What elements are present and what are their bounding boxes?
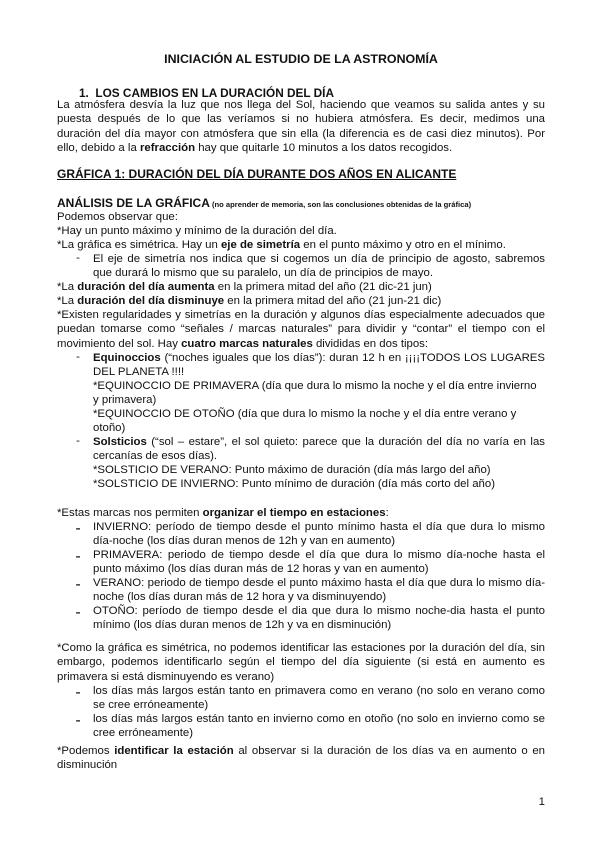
bullet-dash: - — [75, 576, 81, 593]
analysis-heading: ANÁLISIS DE LA GRÁFICA (no aprender de memoria, son las conclusiones obtenidas de la gráfica) — [57, 196, 472, 210]
analysis-line: *La duración del día disminuye en la primera mitad del año (21 jun-21 dic) — [57, 295, 442, 307]
season-spring: PRIMAVERA: periodo de tiempo desde el día que dura lo mismo día-noche hasta el punto máximo (los días duran más de 12 horas y van en aumento) — [93, 549, 545, 576]
final-paragraph: *Podemos identificar la estación al observar si la duración de los días va en aumento o en disminución — [57, 745, 546, 772]
solstice-summer: *SOLSTICIO DE VERANO: Punto máximo de duración (día más largo del año) — [93, 464, 491, 476]
bullet-dash: - — [76, 252, 80, 264]
analysis-line: *La duración del día aumenta en la primera mitad del año (21 dic-21 jun) — [57, 281, 432, 293]
bullet-dash: - — [75, 712, 81, 729]
section-number: 1. — [79, 86, 89, 100]
bullet-dash: - — [75, 604, 81, 621]
document-title: INICIACIÓN AL ESTUDIO DE LA ASTRONOMÍA — [164, 52, 438, 66]
seasons-intro: *Estas marcas nos permiten organizar el tiempo en estaciones: — [57, 507, 389, 519]
season-summer: VERANO: periodo de tiempo desde el punto máximo hasta el día que dura lo mismo día-noche (los días duran más de 12 hora y va disminuyendo) — [93, 577, 545, 604]
equinox-item: Equinoccios (“noches iguales que los días”): duran 12 h en ¡¡¡¡TODOS LOS LUGARES DEL PLANETA !!!! — [93, 352, 545, 379]
symmetry-point: los días más largos están tanto en primavera como en verano (no solo en verano como se cree erróneamente) — [93, 685, 545, 712]
solstice-winter: *SOLSTICIO DE INVIERNO: Punto mínimo de duración (día más corto del año) — [93, 478, 495, 490]
analysis-line: *Hay un punto máximo y mínimo de la duración del día. — [57, 225, 337, 237]
bullet-dash: - — [75, 548, 81, 565]
equinox-autumn: *EQUINOCCIO DE OTOÑO (día que dura lo mismo la noche y el día entre verano y otoño) — [93, 408, 517, 435]
analysis-observe: Podemos observar que: — [57, 211, 178, 223]
bullet-dash: - — [75, 684, 81, 701]
bullet-dash: - — [75, 520, 81, 537]
analysis-subpoint: El eje de simetría nos indica que si cogemos un día de principio de agosto, sabremos que durará lo mismo que su paralelo, un día de principios de mayo. — [93, 253, 545, 280]
page-number: 1 — [538, 796, 545, 808]
equinox-spring: *EQUINOCCIO DE PRIMAVERA (día que dura lo mismo la noche y el día entre invierno y primavera) — [93, 380, 537, 407]
graph-heading: GRÁFICA 1: DURACIÓN DEL DÍA DURANTE DOS AÑOS EN ALICANTE — [57, 167, 457, 181]
symmetry-point: los días más largos están tanto en invierno como en otoño (no solo en invierno como se cree erróneamente) — [93, 713, 545, 740]
season-autumn: OTOÑO: período de tiempo desde el dia que dura lo mismo noche-dia hasta el punto mínimo (los días duran menos de 12h y va en disminución) — [93, 605, 545, 632]
analysis-line: *La gráfica es simétrica. Hay un eje de simetría en el punto máximo y otro en el mínimo. — [57, 239, 506, 251]
section-heading-text: LOS CAMBIOS EN LA DURACIÓN DEL DÍA — [95, 86, 334, 100]
symmetry-paragraph: *Como la gráfica es simétrica, no podemos identificar las estaciones por la duración del día, sin embargo, podemos identificarlo según el tiempo del día siguiente (si está en aumento es primavera si está disminuyendo es verano) — [57, 642, 545, 683]
season-winter: INVIERNO: período de tiempo desde el punto mínimo hasta el día que dura lo mismo día-noche (los días duran menos de 12h y van en aumento) — [93, 521, 545, 548]
analysis-paragraph: *Existen regularidades y simetrías en la duración y algunos días especialmente adecuados que puedan tomarse como “señales / marcas naturales” para dividir y “contar” el tiempo con el movimiento del sol. Hay cuatro marcas naturales divididas en dos tipos: — [57, 309, 545, 350]
bullet-dash: - — [76, 435, 80, 447]
solstice-item: Solsticios (“sol – estare”, el sol quieto: parece que la duración del día no varía en las cercanías de esos días). — [93, 436, 545, 463]
bullet-dash: - — [76, 351, 80, 363]
intro-paragraph: La atmósfera desvía la luz que nos llega del Sol, haciendo que veamos su salida antes y su puesta después de lo que las veríamos si no hubiera atmósfera. Es decir, medimos una duración del día mayor con atmósfera que sin ella (la diferencia es de casi diez minutos). Por ello, debido a la refracción hay que quitarle 10 minutos a los datos recogidos. — [57, 99, 545, 154]
